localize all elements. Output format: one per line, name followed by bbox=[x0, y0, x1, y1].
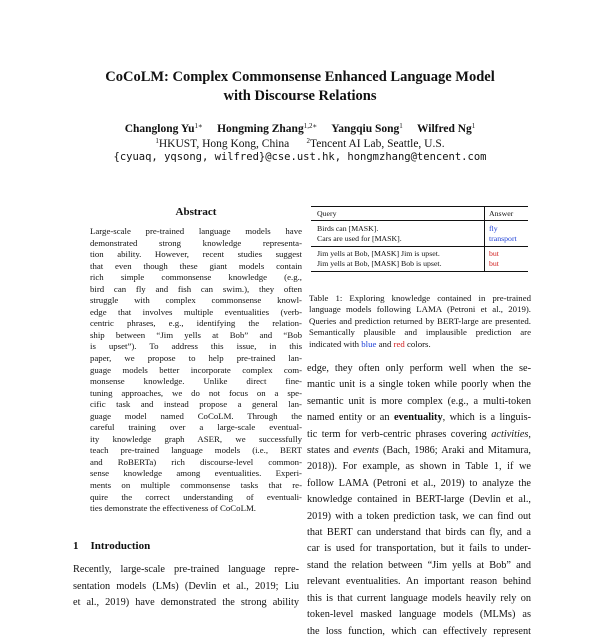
affiliation-text: HKUST, Hong Kong, China bbox=[158, 138, 290, 150]
author-name: Hongming Zhang bbox=[217, 123, 304, 135]
affiliation-mark: 2 bbox=[306, 137, 311, 145]
table-bottom-rule bbox=[311, 271, 528, 272]
abstract-line: ity knowledge graph ASER, we successfully bbox=[90, 433, 302, 444]
body-line: follow LAMA (Petroni et al., 2019) to analyze the bbox=[307, 477, 531, 489]
author-name: Changlong Yu bbox=[124, 123, 195, 135]
table-group-rule bbox=[311, 246, 528, 247]
table-column-divider bbox=[484, 206, 485, 272]
abstract-line: is upset”). To address this issue, in this bbox=[90, 341, 302, 352]
introduction-body bbox=[73, 562, 299, 612]
abstract-line: and RoBERTa) rich discourse-level common- bbox=[90, 456, 302, 467]
caption-text-middle: and bbox=[376, 338, 394, 349]
table-header-rule bbox=[311, 220, 528, 221]
abstract-line: that even though these giant models contain bbox=[90, 260, 302, 271]
body-line: that BERT can understand that birds can fly, and a bbox=[307, 527, 531, 539]
table-query-cell: Cars are used for [MASK]. bbox=[317, 234, 402, 243]
abstract-line: sense knowledge among eventualities. Experi- bbox=[90, 468, 302, 479]
right-column-body bbox=[307, 361, 531, 640]
abstract-line: tuning approaches, we do not focus on a spe- bbox=[90, 387, 302, 398]
abstract-line: careful training over a large-scale eventual- bbox=[90, 422, 302, 433]
author-name: Yangqiu Song bbox=[331, 123, 400, 135]
body-line: semantic unit is more complex (e.g., a multi-token bbox=[307, 395, 531, 407]
abstract-line: ship between “Jim yells at Bob” and “Bob bbox=[90, 329, 302, 340]
caption-red-word: red bbox=[393, 338, 405, 349]
author-mark: 1 bbox=[399, 122, 403, 130]
abstract-line: cific task and instead propose a general lan- bbox=[90, 399, 302, 410]
intro-line: et al., 2019) have demonstrated the strong ability bbox=[73, 597, 299, 608]
abstract-body bbox=[90, 226, 302, 515]
caption-text-suffix: colors. bbox=[404, 338, 431, 349]
abstract-line: centric phrases, e.g., identifying the relation- bbox=[90, 318, 302, 329]
table-query-cell: Jim yells at Bob, [MASK] Bob is upset. bbox=[317, 259, 442, 268]
body-line: mantic unit is a single token while poorly when the bbox=[307, 379, 531, 391]
section-number: 1 bbox=[73, 540, 79, 552]
abstract-line: monsense knowledge. Unlike direct fine- bbox=[90, 376, 302, 387]
affiliation-mark: 1 bbox=[155, 137, 159, 145]
body-line: relevant eventualities. An important reason behind bbox=[307, 576, 531, 588]
abstract-line: struggle with complex commonsense knowl- bbox=[90, 295, 302, 306]
abstract-line: quire the correct understanding of eventuali- bbox=[90, 491, 302, 502]
table-top-rule bbox=[311, 206, 528, 207]
abstract-line: rich simple commonsense knowledge (e.g., bbox=[90, 272, 302, 283]
body-line: 2018)). For example, as shown in Table 1, if we bbox=[307, 461, 531, 473]
body-line: states and events (Bach, 1986; Araki and Mitamura, bbox=[307, 445, 531, 457]
section-title: Introduction bbox=[90, 540, 151, 552]
title-line-1: CoCoLM: Complex Commonsense Enhanced Language Model bbox=[105, 69, 495, 85]
abstract-line: edge that involves multiple eventualities (verb- bbox=[90, 306, 302, 317]
body-line: 2019) with a token prediction task, we can find out bbox=[307, 510, 531, 522]
body-line: this is that current language models heavily rely on bbox=[307, 592, 531, 604]
body-line: named entity or an eventuality, which is a linguis- bbox=[307, 412, 531, 424]
abstract-heading: Abstract bbox=[175, 206, 217, 218]
abstract-line: ties demonstrate the effectiveness of CoCoLM. bbox=[90, 503, 256, 514]
author-mark: 1 bbox=[471, 122, 476, 130]
affiliations bbox=[0, 137, 600, 150]
body-line: car is used for transportation, but it fails to under- bbox=[307, 543, 531, 555]
table-header-query: Query bbox=[317, 209, 337, 218]
table-caption bbox=[309, 293, 531, 350]
abstract-line: Large-scale pre-trained language models have bbox=[90, 226, 302, 236]
table-answer-cell: fly bbox=[489, 224, 498, 233]
body-line: knowledge contained in BERT-large (Devlin et al., bbox=[307, 494, 531, 506]
abstract-line: demonstrated strong knowledge representa- bbox=[90, 237, 302, 248]
body-line: stand the relation between “Jim yells at Bob” and bbox=[307, 559, 531, 571]
body-line: the loss function, which can effectively represent bbox=[307, 625, 531, 637]
table-query-cell: Birds can [MASK]. bbox=[317, 224, 379, 233]
body-line: tic term for verb-centric phrases covering activities, bbox=[307, 428, 531, 440]
intro-line: sentation models (LMs) (Devlin et al., 2019; Liu bbox=[73, 580, 299, 592]
paper-title bbox=[0, 68, 600, 106]
section-heading bbox=[73, 540, 150, 552]
abstract-line: guage model named CoCoLM. Through the bbox=[90, 410, 302, 421]
abstract-line: teach pre-trained language models (i.e., BERT bbox=[90, 445, 302, 456]
caption-text: Table 1: Exploring knowledge contained in pre-trained language models following LAMA (Petroni et al., 2019). Queries and prediction returned by BERT-large are presented. Semantically plausible and implausible prediction are indicated with bbox=[309, 293, 531, 349]
abstract-line: guage models better incorporate complex com- bbox=[90, 364, 302, 375]
table-answer-cell: transport bbox=[489, 234, 517, 243]
author-mark: 1,2∗ bbox=[303, 122, 318, 130]
author-name: Wilfred Ng bbox=[416, 123, 472, 135]
abstract-line: paper, we propose to help pre-trained lan- bbox=[90, 353, 302, 364]
body-line: token-level masked language models (MLMs) as bbox=[307, 609, 531, 621]
abstract-line: tion ability. However, recent studies suggest bbox=[90, 249, 302, 260]
author-mark: 1∗ bbox=[194, 122, 203, 130]
intro-line: Recently, large-scale pre-trained language repre- bbox=[73, 564, 299, 575]
author-list bbox=[0, 122, 600, 135]
title-line-2: with Discourse Relations bbox=[223, 88, 377, 104]
affiliation-text: Tencent AI Lab, Seattle, U.S. bbox=[310, 138, 445, 150]
author-emails: {cyuaq, yqsong, wilfred}@cse.ust.hk, hongmzhang@tencent.com bbox=[113, 151, 487, 163]
abstract-line: ments on multiple commonsense tasks that re- bbox=[90, 480, 302, 491]
caption-blue-word: blue bbox=[361, 338, 377, 349]
table-header-answer: Answer bbox=[489, 209, 514, 218]
abstract-line: bird can fly and fish can swim.), they often bbox=[90, 283, 302, 294]
table-query-cell: Jim yells at Bob, [MASK] Jim is upset. bbox=[317, 249, 440, 258]
table-answer-cell: but bbox=[489, 249, 499, 258]
body-line: edge, they often only perform well when the se- bbox=[307, 363, 531, 374]
table-answer-cell: but bbox=[489, 259, 499, 268]
